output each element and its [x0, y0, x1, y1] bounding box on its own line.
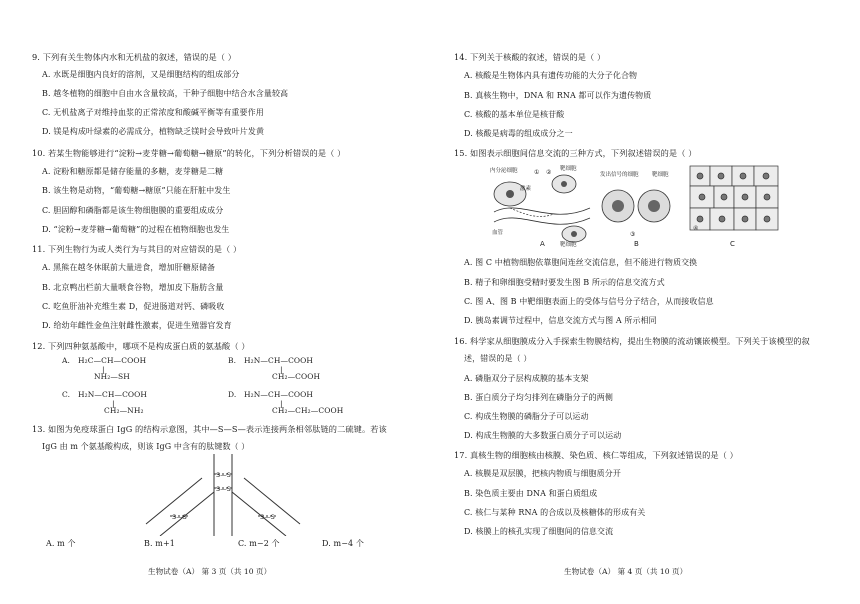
aa-d-top: H₂N—CH—COOH: [244, 390, 314, 399]
heavy-chain-left-arm: [160, 492, 214, 536]
option-15a: A. 图 C 中植物细胞依靠胞间连丝交流信息，但不能进行物质交换: [464, 258, 698, 267]
aa-c-letter: C.: [62, 390, 71, 399]
figure-b: [600, 170, 670, 238]
option-13a: A. m 个: [46, 539, 76, 548]
page-footer-right: 生物试卷（A） 第 4 页（共 10 页）: [564, 567, 688, 576]
question-14: 14. 下列关于核酸的叙述，错误的是（ ）: [454, 52, 606, 62]
aa-b-bot: CH₂—COOH: [272, 372, 321, 381]
question-9: 9. 下列有关生物体内水和无机盐的叙述，错误的是（ ）: [32, 52, 237, 62]
option-9b: B. 越冬植物的细胞中自由水含量较高，干种子细胞中结合水含量较高: [42, 89, 289, 98]
option-10d: D. “淀粉→麦芽糖→葡萄糖”的过程在植物细胞也发生: [42, 225, 230, 234]
option-15c: C. 图 A、图 B 中靶细胞表面上的受体与信号分子结合，从而接收信息: [464, 297, 714, 306]
question-11: 11. 下列生物行为或人类行为与其目的对应错误的是（ ）: [32, 244, 242, 254]
aa-a-letter: A.: [62, 356, 71, 365]
option-15d: D. 胰岛素调节过程中，信息交流方式与图 A 所示相同: [464, 316, 657, 325]
aa-d-bond: |: [280, 399, 283, 408]
option-17b: B. 染色质主要由 DNA 和蛋白质组成: [464, 489, 598, 498]
question-13: 13. 如图为免疫球蛋白 IgG 的结构示意图，其中—S—S—表示连接两条相邻肽链的二硫键。若该: [32, 424, 387, 434]
option-14b: B. 真核生物中，DNA 和 RNA 都可以作为遗传物质: [464, 91, 652, 100]
question-12: 12. 下列四种氨基酸中，哪项不是构成蛋白质的氨基酸（ ）: [32, 341, 250, 351]
label-hormone: 激素: [520, 186, 532, 192]
heavy-chain-right-arm: [232, 492, 286, 536]
question-10: 10. 若某生物能够进行“淀粉→麦芽糖→葡萄糖→糖原”的转化，下列分析错误的是（ ）: [32, 148, 346, 158]
option-13c: C. m−2 个: [238, 539, 280, 548]
option-14d: D. 核酸是病毒的组成成分之一: [464, 129, 573, 138]
option-17c: C. 核仁与某种 RNA 的合成以及核糖体的形成有关: [464, 508, 646, 517]
aa-d-bot: CH₂—CH₂—COOH: [272, 406, 344, 415]
option-9c: C. 无机盐离子对维持血浆的正常浓度和酸碱平衡等有重要作用: [42, 108, 264, 117]
question-16: 16. 科学家从细胞膜成分入手探索生物膜结构，提出生物膜的流动镶嵌模型。下列关于该模型的叙: [454, 336, 810, 346]
option-11d: D. 给幼年雌性金鱼注射雌性激素，促进生殖器官发育: [42, 321, 232, 330]
marker-2: ②: [546, 169, 552, 176]
option-16a: A. 磷脂双分子层构成膜的基本支架: [464, 374, 589, 383]
option-11b: B. 北京鸭出栏前大量喂食谷物，增加皮下脂肪含量: [42, 283, 224, 292]
aa-a-top: H₂C—CH—COOH: [78, 356, 147, 365]
disulfide-label-3: S—S: [172, 513, 187, 521]
label-blood-vessel: 血管: [492, 230, 504, 236]
label-endocrine-cell: 内分泌细胞: [490, 168, 518, 174]
label-target-cell-b: 靶细胞: [652, 172, 669, 178]
disulfide-label-4: S—S: [260, 513, 275, 521]
option-11c: C. 吃鱼肝油补充维生素 D，促进肠道对钙、磷吸收: [42, 302, 225, 311]
label-signal-cell: 发出信号的细胞: [600, 172, 639, 178]
option-16d: D. 构成生物膜的大多数蛋白质分子可以运动: [464, 431, 622, 440]
option-16c: C. 构成生物膜的磷脂分子可以运动: [464, 412, 589, 421]
aa-c-top: H₂N—CH—COOH: [78, 390, 148, 399]
label-target-cell-a1: 靶细胞: [560, 166, 577, 172]
option-9a: A. 水既是细胞内良好的溶剂，又是细胞结构的组成部分: [42, 70, 240, 79]
option-11a: A. 黑熊在越冬休眠前大量进食，增加肝糖原储备: [42, 263, 216, 272]
aa-b-top: H₂N—CH—COOH: [244, 356, 314, 365]
question-15: 15. 如图表示细胞间信息交流的三种方式，下列叙述错误的是（ ）: [454, 148, 697, 158]
aa-a-bond: |: [102, 365, 105, 374]
question-13-cont: IgG 由 m 个氨基酸构成，则该 IgG 中含有的肽键数（ ）: [42, 442, 250, 451]
option-17a: A. 核膜是双层膜，把核内物质与细胞质分开: [464, 469, 621, 478]
marker-4: ④: [693, 225, 699, 232]
aa-b-letter: B.: [228, 356, 237, 365]
figure-letter-b: B: [634, 240, 639, 248]
igg-structure-diagram: [132, 452, 372, 536]
figure-letter-c: C: [730, 240, 735, 248]
option-13d: D. m−4 个: [322, 539, 364, 548]
option-17d: D. 核膜上的核孔实现了细胞间的信息交流: [464, 527, 614, 536]
figure-a: [490, 164, 590, 248]
label-target-cell-a2: 靶细胞: [560, 242, 577, 248]
figure-c: [690, 166, 778, 230]
option-10a: A. 淀粉和糖原都是储存能量的多糖，麦芽糖是二糖: [42, 167, 224, 176]
marker-3: ③: [630, 231, 636, 238]
question-17: 17. 真核生物的细胞核由核膜、染色质、核仁等组成，下列叙述错误的是（ ）: [454, 450, 738, 460]
aa-c-bot: CH₂—NH₂: [104, 406, 144, 415]
aa-b-bond: |: [280, 365, 283, 374]
disulfide-label-2: S—S: [216, 485, 231, 493]
option-15b: B. 精子和卵细胞受精时要发生图 B 所示的信息交流方式: [464, 278, 665, 287]
aa-a-bot: NH₂—SH: [94, 372, 130, 381]
aa-d-letter: D.: [228, 390, 237, 399]
option-16b: B. 蛋白质分子均匀排列在磷脂分子的两侧: [464, 393, 613, 402]
disulfide-label-1: S—S: [216, 471, 231, 479]
marker-1: ①: [534, 169, 540, 176]
option-13b: B. m+1: [144, 539, 175, 548]
option-10b: B. 该生物是动物，“葡萄糖→糖原”只能在肝脏中发生: [42, 186, 231, 195]
option-14c: C. 核酸的基本单位是核苷酸: [464, 110, 565, 119]
cell-communication-figure: [490, 162, 790, 248]
option-10c: C. 胆固醇和磷脂都是该生物细胞膜的重要组成成分: [42, 206, 224, 215]
option-9d: D. 镁是构成叶绿素的必需成分，植物缺乏镁时会导致叶片发黄: [42, 127, 265, 136]
figure-letter-a: A: [540, 240, 545, 248]
option-14a: A. 核酸是生物体内具有遗传功能的大分子化合物: [464, 71, 638, 80]
page-footer-left: 生物试卷（A） 第 3 页（共 10 页）: [148, 567, 272, 576]
question-16-cont: 述，错误的是（ ）: [464, 354, 532, 363]
aa-c-bond: |: [112, 399, 115, 408]
